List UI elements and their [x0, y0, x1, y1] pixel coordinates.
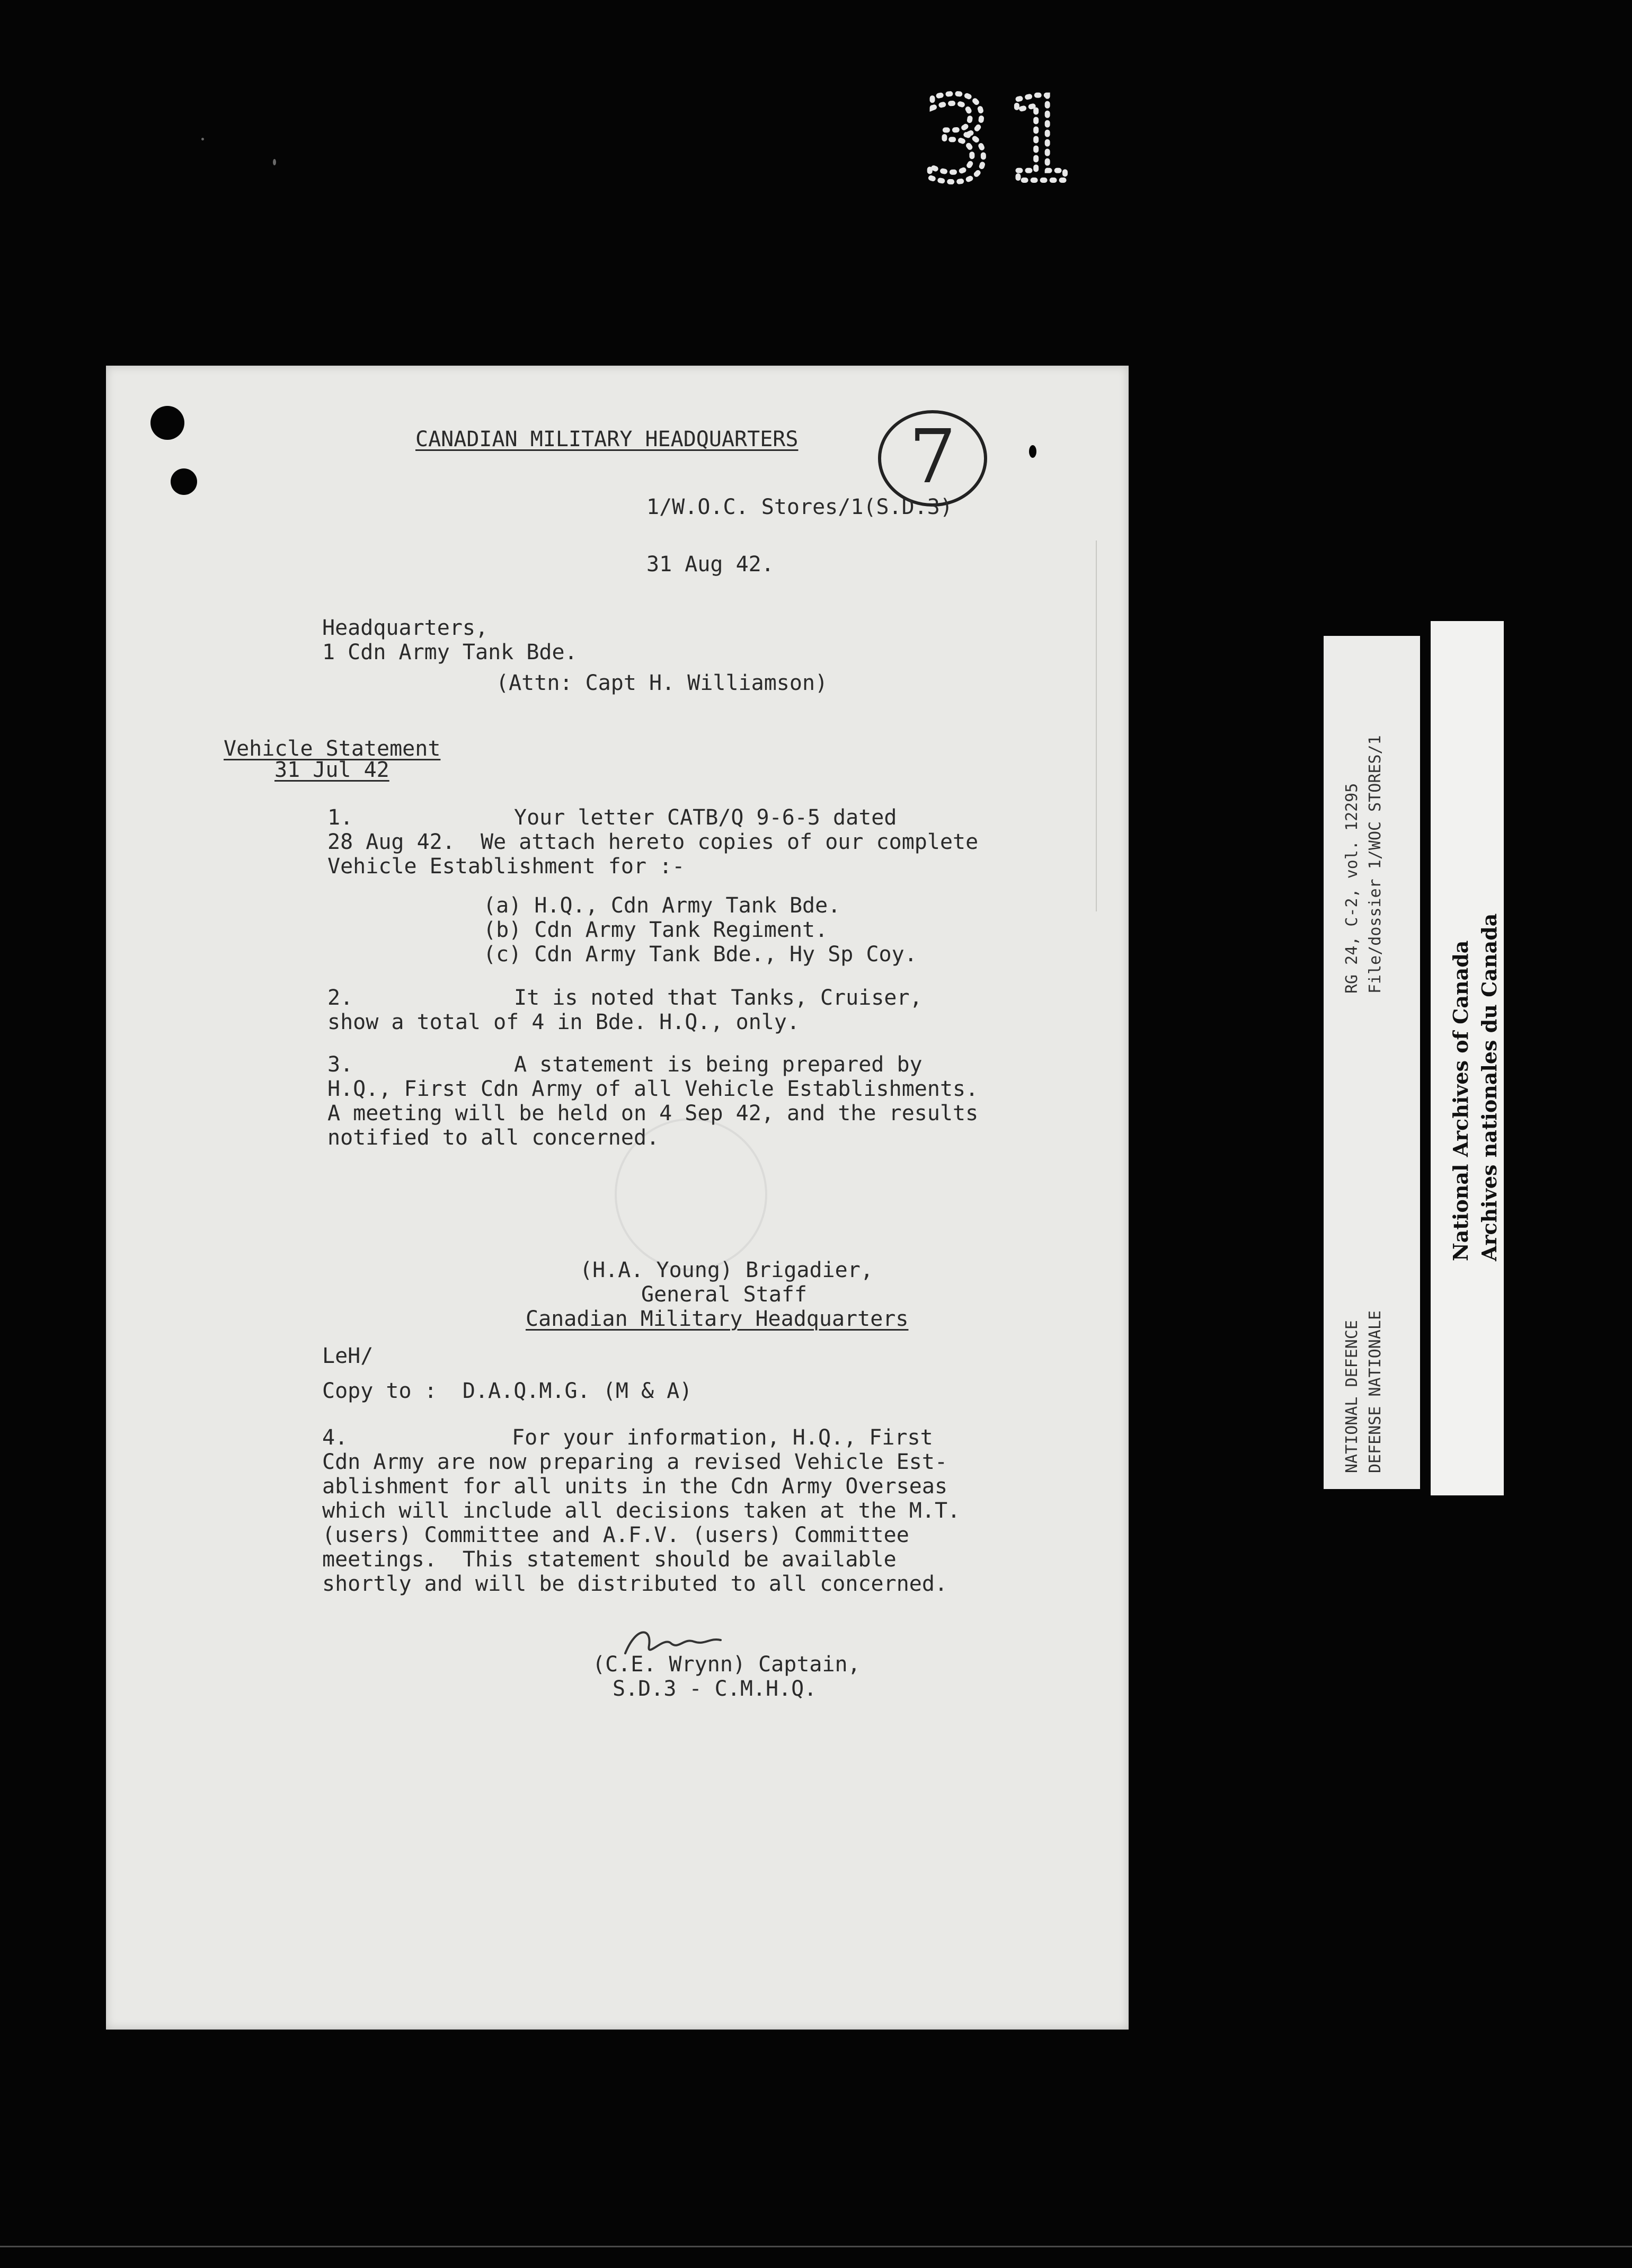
typist-initials: LeH/	[322, 1344, 374, 1368]
frame-number-digits	[922, 90, 1076, 196]
paragraph-text: Your letter CATB/Q 9-6-5 dated	[514, 805, 897, 830]
paragraph-text: notified to all concerned.	[327, 1126, 660, 1150]
paragraph-number: 3.	[327, 1052, 353, 1077]
paragraph-text: H.Q., First Cdn Army of all Vehicle Establishments.	[327, 1077, 979, 1101]
paragraph-text: A meeting will be held on 4 Sep 42, and the results	[327, 1101, 979, 1126]
archive-reference-line: File/dossier 1/WOC STORES/1	[1366, 735, 1385, 994]
institution-label	[1447, 901, 1504, 1261]
paragraph-number: 1.	[327, 805, 353, 830]
department-label	[1341, 1261, 1387, 1473]
letter-page	[106, 366, 1129, 2030]
film-speck	[201, 138, 204, 140]
signature-name: (C.E. Wrynn) Captain,	[592, 1652, 861, 1677]
paragraph-number: 4.	[322, 1425, 348, 1450]
copy-to-line: Copy to : D.A.Q.M.G. (M & A)	[322, 1379, 693, 1403]
list-item: (a) H.Q., Cdn Army Tank Bde.	[483, 893, 841, 918]
department-line: DEFENSE NATIONALE	[1366, 1310, 1385, 1473]
paragraph-text: Vehicle Establishment for :-	[327, 854, 685, 879]
film-speck	[273, 159, 276, 165]
paragraph-text: ablishment for all units in the Cdn Army Overseas	[322, 1474, 948, 1499]
folio-number: 7	[909, 414, 956, 500]
list-item: (c) Cdn Army Tank Bde., Hy Sp Coy.	[483, 942, 917, 967]
letter-date: 31 Aug 42.	[646, 552, 774, 577]
addressee-line: 1 Cdn Army Tank Bde.	[322, 640, 578, 665]
addressee-line: Headquarters,	[322, 616, 489, 640]
archive-reference-line: RG 24, C-2, vol. 12295	[1343, 783, 1361, 994]
film-edge-line	[0, 2246, 1632, 2247]
subject-date: 31 Jul 42	[274, 758, 389, 782]
letterhead: CANADIAN MILITARY HEADQUARTERS	[415, 427, 799, 451]
paper-mark	[1029, 445, 1036, 458]
paragraph-text: shortly and will be distributed to all concerned.	[322, 1572, 948, 1596]
paragraph-text: A statement is being prepared by	[514, 1052, 923, 1077]
file-reference: 1/W.O.C. Stores/1(S.D.3)	[646, 495, 953, 519]
institution-line: National Archives of Canada	[1449, 940, 1473, 1261]
paragraph-text: It is noted that Tanks, Cruiser,	[514, 986, 923, 1010]
signature-title: S.D.3 - C.M.H.Q.	[613, 1677, 817, 1701]
attention-line: (Attn: Capt H. Williamson)	[496, 671, 828, 695]
frame-number	[922, 90, 1076, 196]
paragraph-text: which will include all decisions taken at the M.T.	[322, 1499, 961, 1523]
paper-fold-edge	[1096, 541, 1129, 911]
frame-number-text: 31	[922, 90, 1076, 196]
department-line: NATIONAL DEFENCE	[1343, 1320, 1361, 1473]
punch-hole	[150, 406, 184, 440]
subject-title: Vehicle Statement	[224, 737, 441, 761]
list-item: (b) Cdn Army Tank Regiment.	[483, 918, 828, 942]
paragraph-text: meetings. This statement should be available	[322, 1547, 897, 1572]
archive-reference	[1341, 644, 1387, 994]
signature-title: General Staff	[641, 1282, 808, 1307]
institution-line: Archives nationales du Canada	[1477, 913, 1501, 1261]
paragraph-text: Cdn Army are now preparing a revised Vehicle Est-	[322, 1450, 948, 1474]
paragraph-text: (users) Committee and A.F.V. (users) Committee	[322, 1523, 909, 1547]
paragraph-text: show a total of 4 in Bde. H.Q., only.	[327, 1010, 800, 1034]
paragraph-number: 2.	[327, 986, 353, 1010]
signature-org: Canadian Military Headquarters	[526, 1307, 909, 1331]
paragraph-text: For your information, H.Q., First	[512, 1425, 933, 1450]
signature-name: (H.A. Young) Brigadier,	[580, 1258, 873, 1282]
paragraph-text: 28 Aug 42. We attach hereto copies of our complete	[327, 830, 979, 854]
punch-hole	[171, 468, 197, 495]
